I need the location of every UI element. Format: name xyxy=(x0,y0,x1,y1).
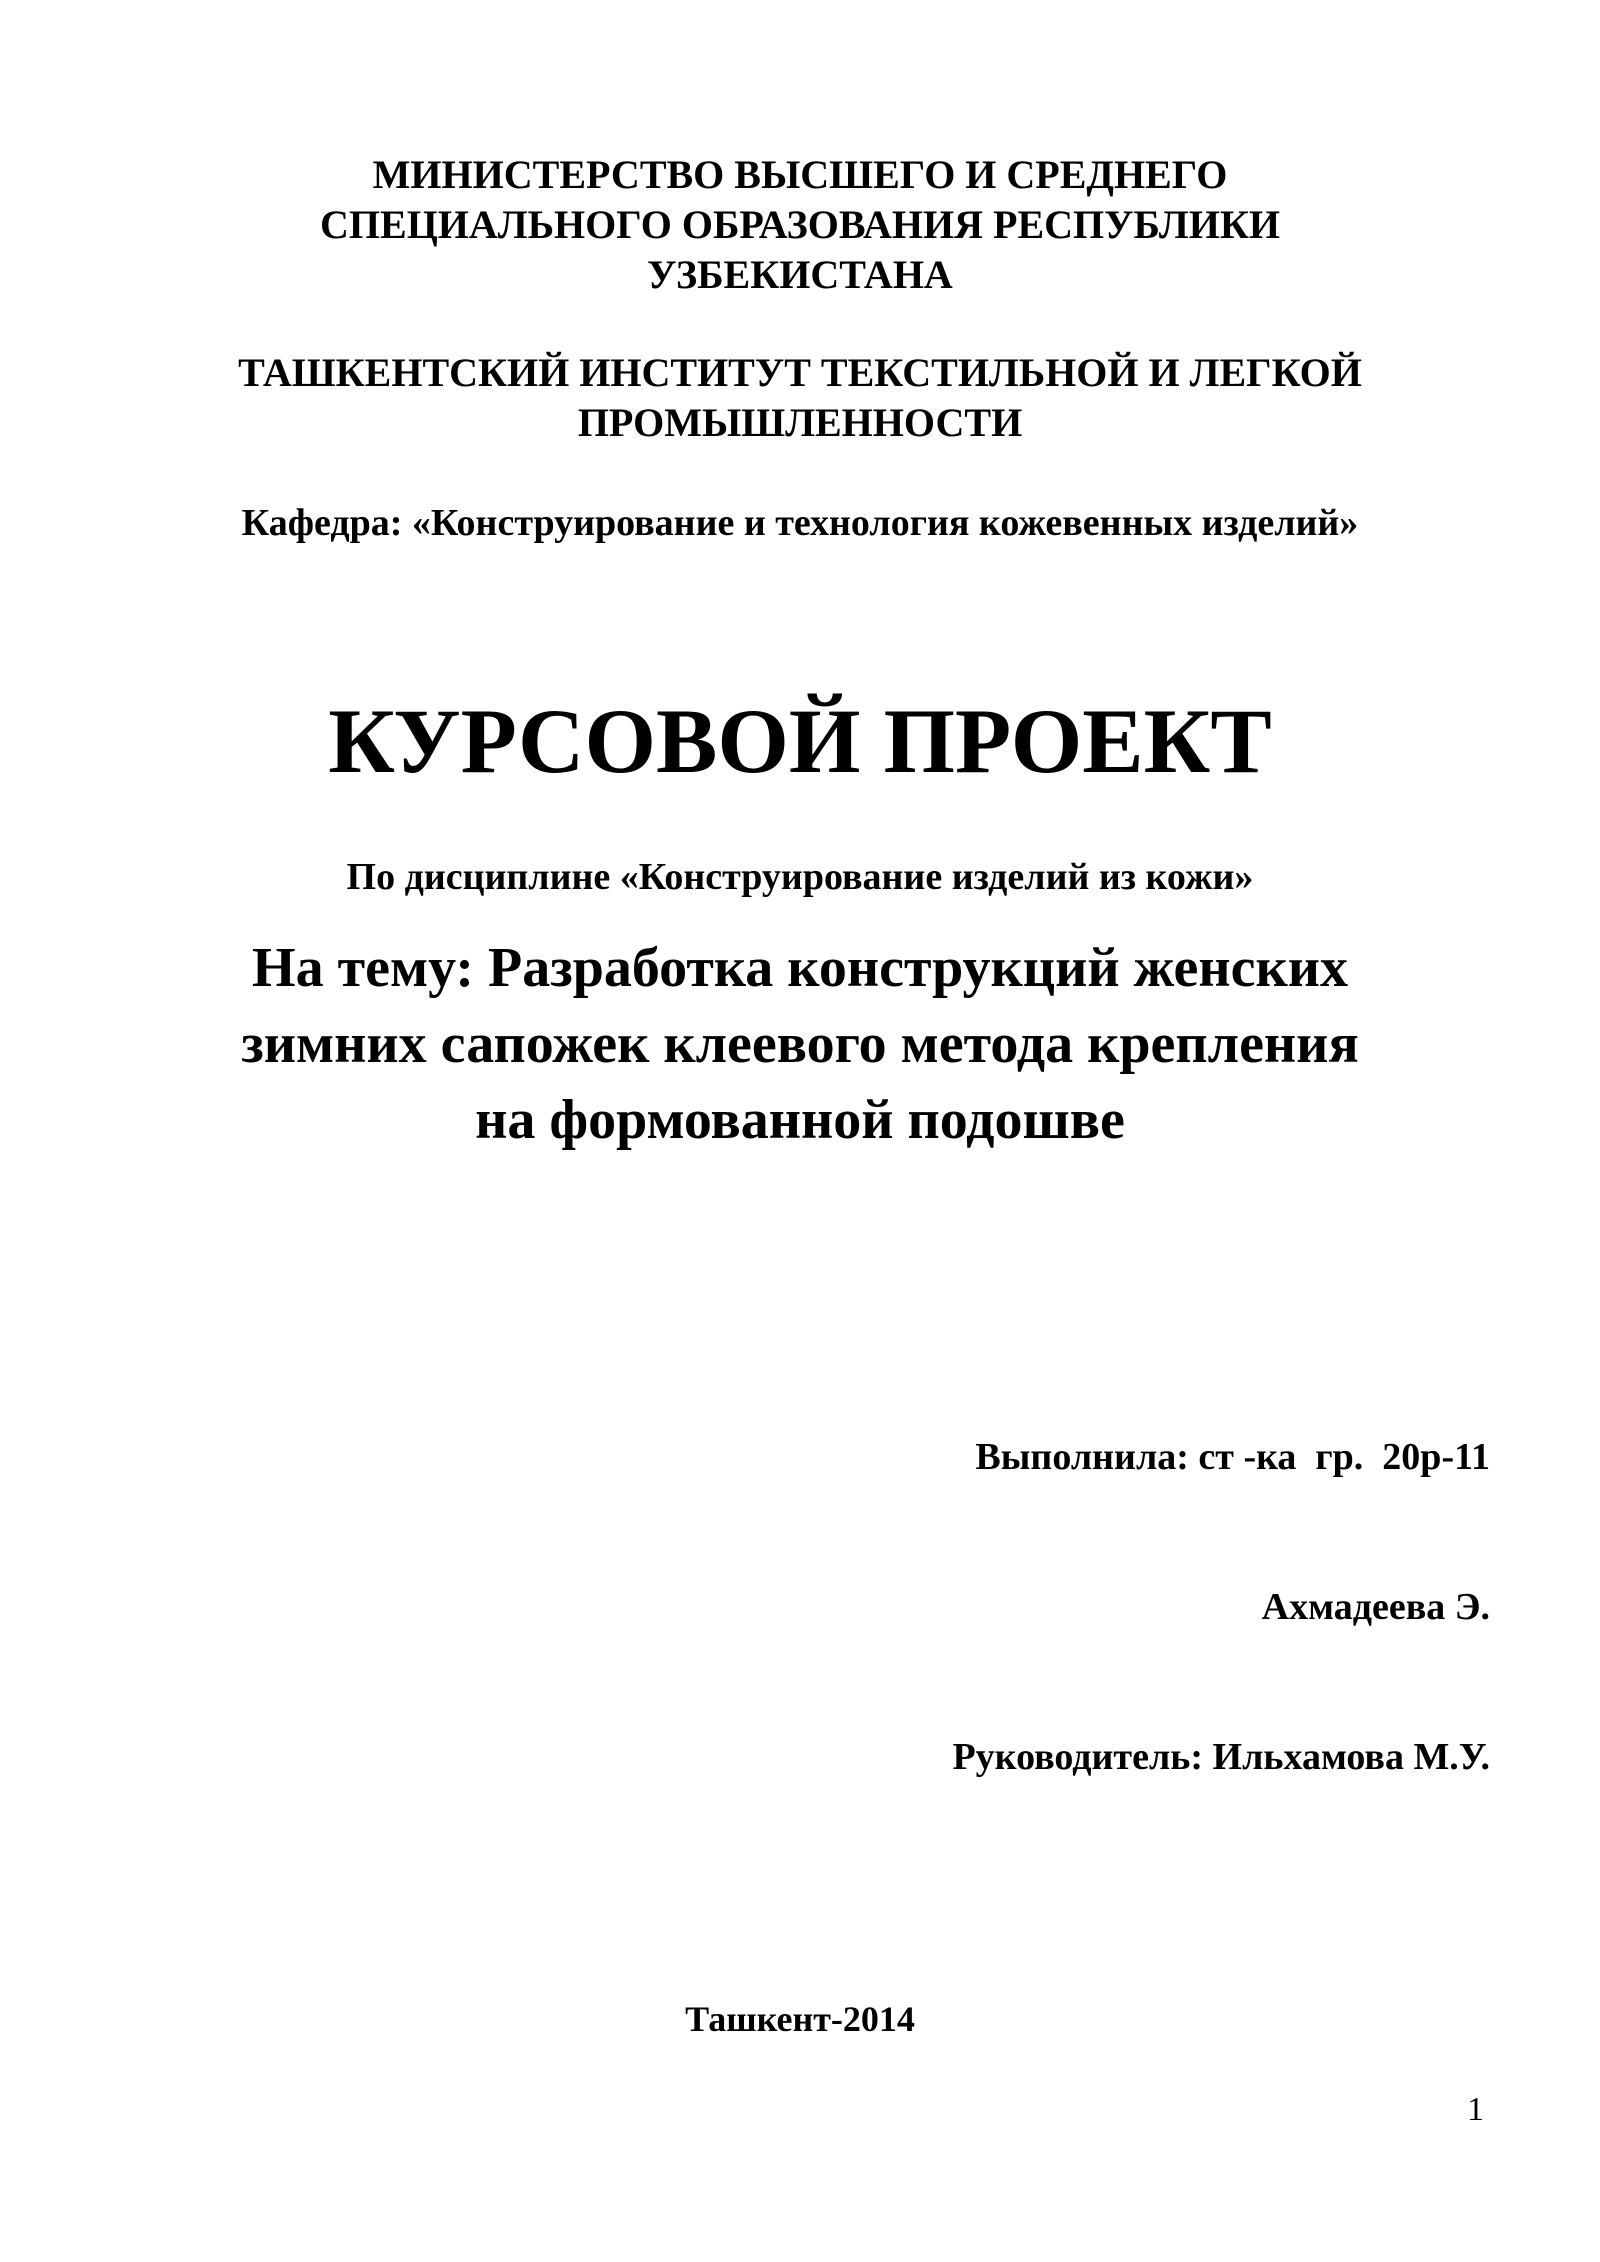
supervisor-line: Руководитель: Ильхамова М.У. xyxy=(952,1736,1490,1778)
topic-title xyxy=(0,930,1600,1158)
department-line: Кафедра: «Конструирование и технология кожевенных изделий» xyxy=(241,502,1359,544)
student-name: Ахмадеева Э. xyxy=(1261,1586,1490,1628)
discipline-line: По дисциплине «Конструирование изделий из кожи» xyxy=(346,856,1254,898)
institute-heading xyxy=(0,348,1600,448)
page-number: 1 xyxy=(1467,2091,1484,2128)
ministry-line: УЗБЕКИСТАНА xyxy=(647,252,953,297)
authors-block xyxy=(952,1332,1490,1832)
topic-line: На тему: Разработка конструкций женских xyxy=(252,937,1348,999)
document-type-title: КУРСОВОЙ ПРОЕКТ xyxy=(328,690,1272,792)
city-year: Ташкент-2014 xyxy=(685,1999,915,2039)
ministry-line: МИНИСТЕРСТВО ВЫСШЕГО И СРЕДНЕГО xyxy=(372,152,1228,197)
ministry-heading xyxy=(0,150,1600,300)
topic-line: зимних сапожек клеевого метода крепления xyxy=(241,1013,1359,1075)
topic-line: на формованной подошве xyxy=(475,1089,1125,1151)
institute-line: ТАШКЕНТСКИЙ ИНСТИТУТ ТЕКСТИЛЬНОЙ И ЛЕГКОЙ xyxy=(238,350,1362,395)
performed-by-line: Выполнила: ст -ка гр. 20р-11 xyxy=(975,1436,1490,1478)
ministry-line: СПЕЦИАЛЬНОГО ОБРАЗОВАНИЯ РЕСПУБЛИКИ xyxy=(320,202,1280,247)
institute-line: ПРОМЫШЛЕННОСТИ xyxy=(577,400,1023,445)
